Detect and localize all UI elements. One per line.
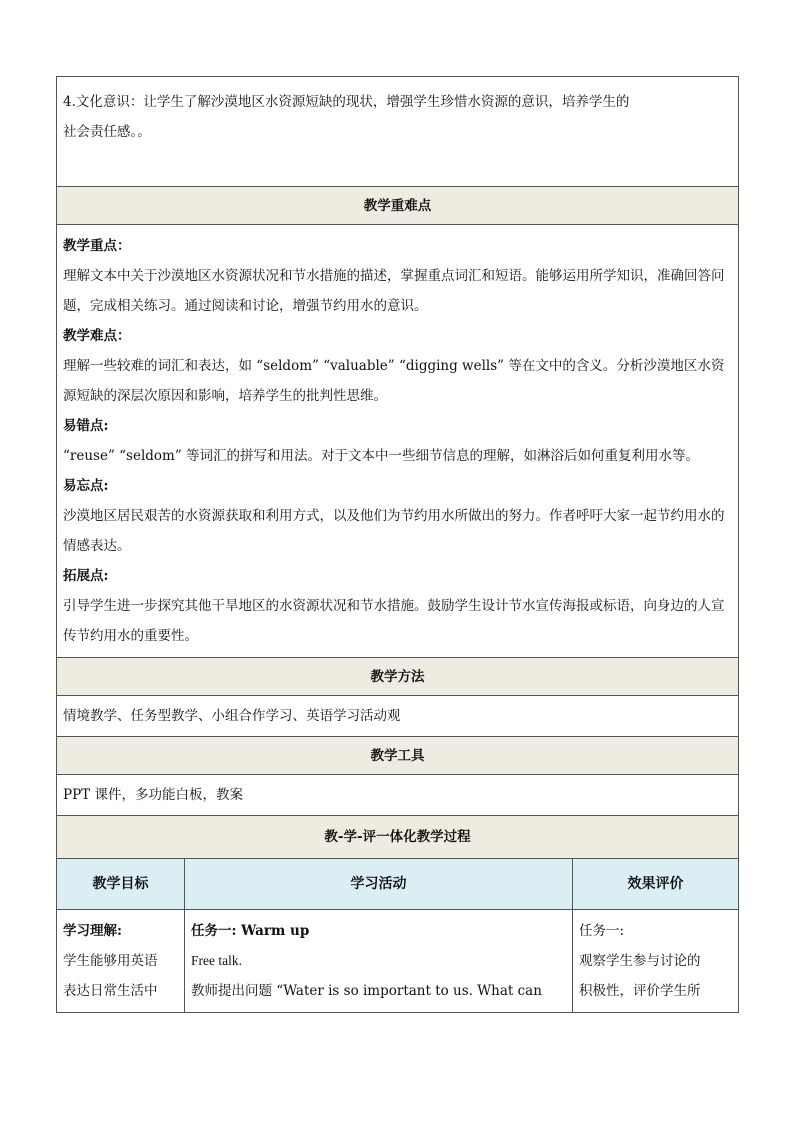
teacher-question: 教师提出问题 “Water is so important to us. What can xyxy=(191,983,542,999)
tools-header: 教学工具 xyxy=(57,737,739,775)
tools-text: PPT 课件，多功能白板，教案 xyxy=(57,775,739,816)
expand-point-text: 引导学生进一步探究其他干旱地区的水资源状况和节水措施。鼓励学生设计节水宣传海报或标语，向身边的人宣传节约用水的重要性。 xyxy=(63,598,725,644)
task-title: 任务一: Warm up xyxy=(191,923,310,939)
col-header-activity: 学习活动 xyxy=(185,859,573,910)
key-difficult-cell xyxy=(57,225,739,658)
methods-text: 情境教学、任务型教学、小组合作学习、英语学习活动观 xyxy=(57,696,739,737)
key-difficult-row xyxy=(57,225,739,658)
col-header-eval: 效果评价 xyxy=(573,859,739,910)
eval-line-1: 任务一: xyxy=(579,923,625,939)
forget-point-text: 沙漠地区居民艰苦的水资源获取和利用方式，以及他们为节约用水所做出的努力。作者呼吁大家一起节约用水的情感表达。 xyxy=(63,508,725,554)
key-point-label: 教学重点： xyxy=(63,238,131,254)
goal-text-2: 表达日常生活中 xyxy=(63,983,158,999)
key-difficult-header-row xyxy=(57,187,739,225)
col-header-goal: 教学目标 xyxy=(57,859,185,910)
culture-line-2: 社会责任感。。 xyxy=(63,124,151,140)
error-point-label: 易错点: xyxy=(63,418,109,434)
forget-point-label: 易忘点: xyxy=(63,478,109,494)
culture-line-1: 4.文化意识：让学生了解沙漠地区水资源短缺的现状，增强学生珍惜水资源的意识，培养学生的 xyxy=(63,94,630,110)
key-point-text: 理解文本中关于沙漠地区水资源状况和节水措施的描述，掌握重点词汇和短语。能够运用所学知识，准确回答问题，完成相关练习。通过阅读和讨论，增强节约用水的意识。 xyxy=(63,268,725,314)
tools-row xyxy=(57,775,739,816)
goal-text-1: 学生能够用英语 xyxy=(63,953,158,969)
goal-label: 学习理解: xyxy=(63,923,122,939)
methods-header-row xyxy=(57,658,739,696)
methods-header: 教学方法 xyxy=(57,658,739,696)
activity-cell xyxy=(185,910,573,1013)
difficult-point-text: 理解一些较难的词汇和表达，如 “seldom” “valuable” “digging wells” 等在文中的含义。分析沙漠地区水资源短缺的深层次原因和影响，培养学生的批判性思维。 xyxy=(63,358,725,404)
culture-cell xyxy=(57,77,739,187)
free-talk: Free talk. xyxy=(191,953,242,968)
process-row xyxy=(57,910,739,1013)
error-point-text: “reuse” “seldom” 等词汇的拼写和用法。对于文本中一些细节信息的理解，如淋浴后如何重复利用水等。 xyxy=(63,448,700,464)
expand-point-label: 拓展点: xyxy=(63,568,109,584)
methods-row xyxy=(57,696,739,737)
goal-cell xyxy=(57,910,185,1013)
process-header-row xyxy=(57,816,739,859)
process-column-header-row xyxy=(57,859,739,910)
eval-line-2: 观察学生参与讨论的 xyxy=(579,953,701,969)
key-difficult-header: 教学重难点 xyxy=(57,187,739,225)
process-header: 教-学-评一体化教学过程 xyxy=(57,816,739,859)
eval-line-3: 积极性，评价学生所 xyxy=(579,983,701,999)
culture-row xyxy=(57,77,739,187)
difficult-point-label: 教学难点： xyxy=(63,328,131,344)
eval-cell xyxy=(573,910,739,1013)
lesson-plan-table xyxy=(56,76,739,1013)
tools-header-row xyxy=(57,737,739,775)
